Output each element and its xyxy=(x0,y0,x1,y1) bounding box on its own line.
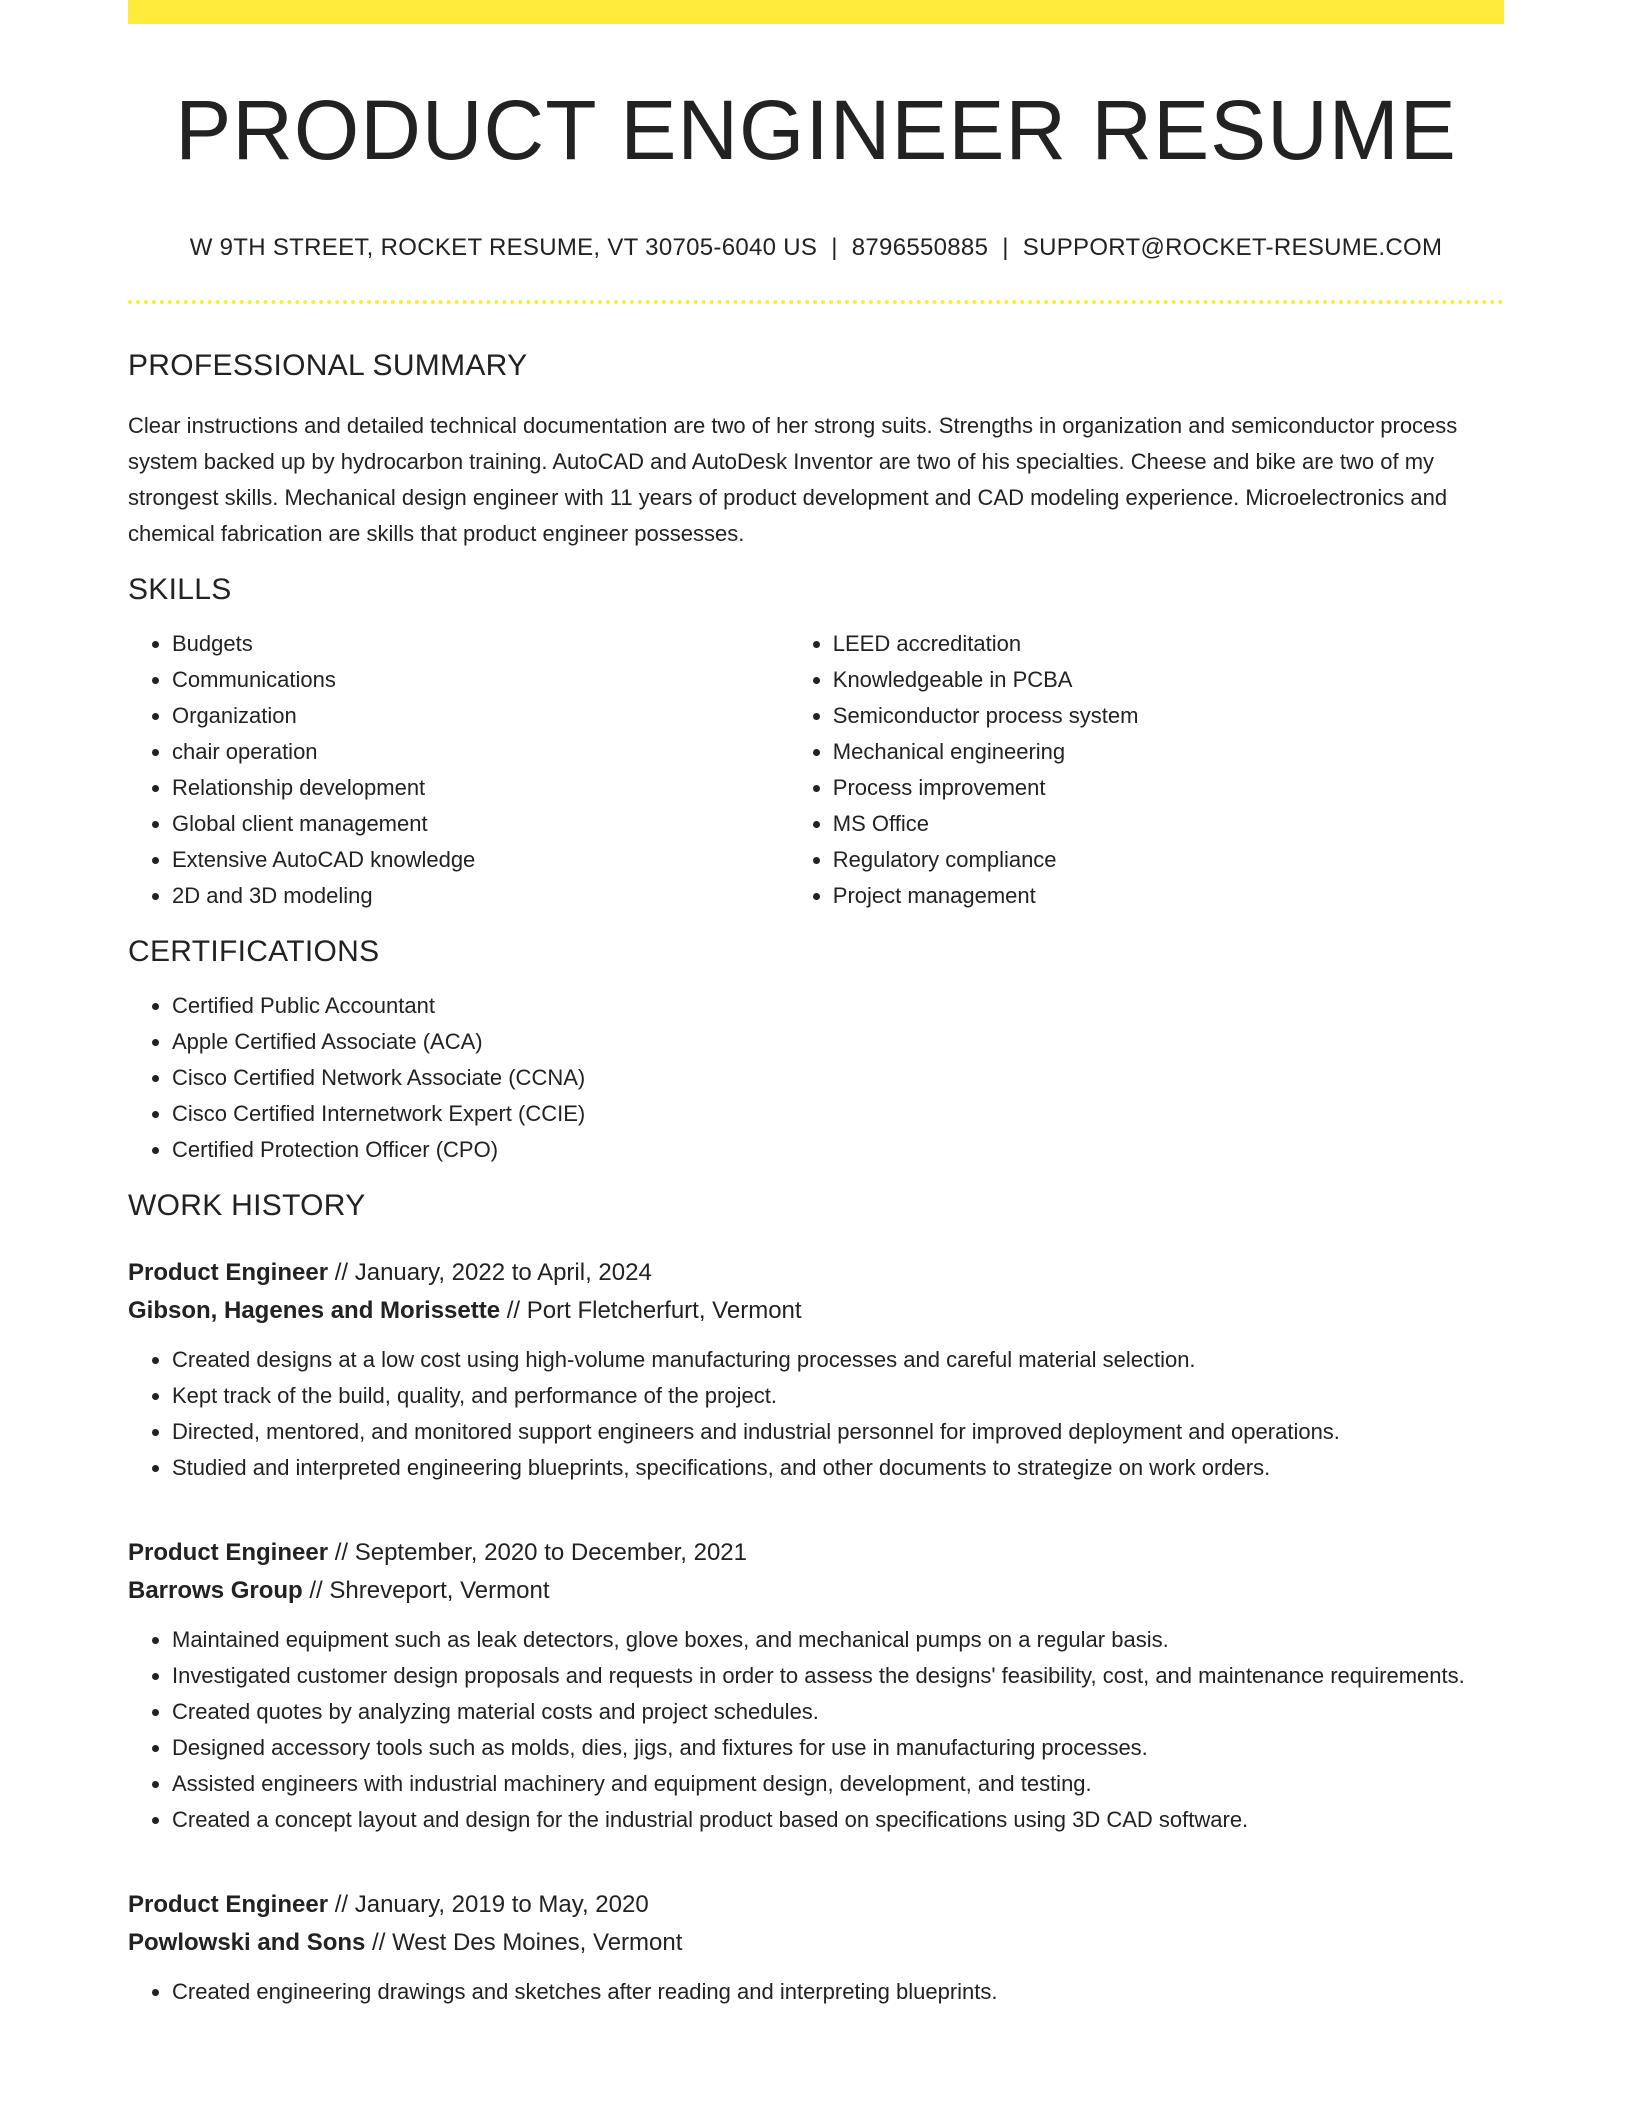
job-delimiter: // xyxy=(372,1929,386,1957)
job-bullets xyxy=(128,1342,1504,1486)
job-delimiter: // xyxy=(309,1577,323,1605)
skill-item: • Project management xyxy=(833,878,1504,914)
skill-item: • LEED accreditation xyxy=(833,626,1504,662)
job-entry xyxy=(128,1254,1504,1486)
skill-item: • Process improvement xyxy=(833,770,1504,806)
certifications-heading: CERTIFICATIONS xyxy=(128,935,380,969)
skills-heading: SKILLS xyxy=(128,573,232,607)
accent-top-bar xyxy=(128,0,1504,24)
certification-item: • Apple Certified Associate (ACA) xyxy=(172,1024,1504,1060)
job-company-line xyxy=(128,1572,1504,1610)
job-location: Port Fletcherfurt, Vermont xyxy=(526,1297,802,1325)
work-history-heading: WORK HISTORY xyxy=(128,1189,366,1223)
skill-item: • chair operation xyxy=(172,734,789,770)
job-title-line xyxy=(128,1534,1504,1572)
job-title-line xyxy=(128,1254,1504,1292)
job-bullet: • Designed accessory tools such as molds, dies, jigs, and fixtures for use in manufacturing processes. xyxy=(172,1730,1504,1766)
summary-heading: PROFESSIONAL SUMMARY xyxy=(128,349,528,383)
job-bullet: • Studied and interpreted engineering blueprints, specifications, and other documents to strategize on work orders. xyxy=(172,1450,1504,1486)
job-company: Gibson, Hagenes and Morissette xyxy=(128,1297,501,1325)
job-dates: September, 2020 to December, 2021 xyxy=(354,1539,747,1567)
job-entry xyxy=(128,1886,1504,2010)
resume-page xyxy=(128,0,1504,2010)
contact-email: SUPPORT@ROCKET-RESUME.COM xyxy=(1022,234,1443,262)
job-bullet: • Created engineering drawings and sketches after reading and interpreting blueprints. xyxy=(172,1974,1504,2010)
resume-title: PRODUCT ENGINEER RESUME xyxy=(175,83,1457,177)
job-company: Barrows Group xyxy=(128,1577,303,1605)
summary-section xyxy=(128,348,1504,552)
skill-item: • Mechanical engineering xyxy=(833,734,1504,770)
skill-item: • Knowledgeable in PCBA xyxy=(833,662,1504,698)
skill-item: • Budgets xyxy=(172,626,789,662)
job-delimiter: // xyxy=(334,1259,349,1287)
skill-item: • Global client management xyxy=(172,806,789,842)
certifications-section xyxy=(128,934,1504,1168)
certification-item: • Certified Public Accountant xyxy=(172,988,1504,1024)
certification-item: • Certified Protection Officer (CPO) xyxy=(172,1132,1504,1168)
contact-line xyxy=(128,234,1504,262)
job-bullet: • Investigated customer design proposals and requests in order to assess the designs' feasibility, cost, and maintenance requirements. xyxy=(172,1658,1504,1694)
skill-item: • Relationship development xyxy=(172,770,789,806)
job-bullet: • Directed, mentored, and monitored support engineers and industrial personnel for improved deployment and operations. xyxy=(172,1414,1504,1450)
skill-item: • Communications xyxy=(172,662,789,698)
job-bullet: • Created quotes by analyzing material costs and project schedules. xyxy=(172,1694,1504,1730)
job-bullets xyxy=(128,1622,1504,1838)
job-title: Product Engineer xyxy=(128,1891,329,1919)
skills-section xyxy=(128,572,1504,914)
job-bullet: • Assisted engineers with industrial machinery and equipment design, development, and testing. xyxy=(172,1766,1504,1802)
work-history-section xyxy=(128,1188,1504,2010)
job-location: Shreveport, Vermont xyxy=(329,1577,550,1605)
summary-text: Clear instructions and detailed technical documentation are two of her strong suits. Strengths in organization and semiconductor process system backed up by hydrocarbon training. AutoCAD and AutoDesk Inventor are two of his specialties. Cheese and bike are two of my strongest skills. Mechanical design engineer with 11 years of product development and CAD modeling experience. Microelectronics and chemical fabrication are skills that product engineer possesses. xyxy=(128,413,1458,547)
contact-separator: | xyxy=(1002,234,1009,262)
job-location: West Des Moines, Vermont xyxy=(392,1929,683,1957)
job-company: Powlowski and Sons xyxy=(128,1929,366,1957)
job-bullets xyxy=(128,1974,1504,2010)
skills-columns xyxy=(128,626,1504,914)
contact-phone: 8796550885 xyxy=(851,234,989,262)
job-entry xyxy=(128,1534,1504,1838)
job-title-line xyxy=(128,1886,1504,1924)
job-delimiter: // xyxy=(334,1891,349,1919)
skills-list-left xyxy=(128,626,789,914)
skill-item: • MS Office xyxy=(833,806,1504,842)
certification-item: • Cisco Certified Internetwork Expert (CCIE) xyxy=(172,1096,1504,1132)
job-bullet: • Created a concept layout and design for the industrial product based on specifications using 3D CAD software. xyxy=(172,1802,1504,1838)
skill-item: • 2D and 3D modeling xyxy=(172,878,789,914)
job-dates: January, 2019 to May, 2020 xyxy=(354,1891,649,1919)
job-delimiter: // xyxy=(334,1539,349,1567)
job-company-line xyxy=(128,1924,1504,1962)
job-dates: January, 2022 to April, 2024 xyxy=(354,1259,652,1287)
job-bullet: • Created designs at a low cost using high-volume manufacturing processes and careful material selection. xyxy=(172,1342,1504,1378)
skill-item: • Regulatory compliance xyxy=(833,842,1504,878)
skills-list-right xyxy=(789,626,1504,914)
job-delimiter: // xyxy=(506,1297,521,1325)
contact-separator: | xyxy=(831,234,838,262)
certifications-list xyxy=(128,988,1504,1168)
job-title: Product Engineer xyxy=(128,1259,329,1287)
skill-item: • Semiconductor process system xyxy=(833,698,1504,734)
job-bullet: • Kept track of the build, quality, and performance of the project. xyxy=(172,1378,1504,1414)
job-company-line xyxy=(128,1292,1504,1330)
job-title: Product Engineer xyxy=(128,1539,329,1567)
job-bullet: • Maintained equipment such as leak detectors, glove boxes, and mechanical pumps on a regular basis. xyxy=(172,1622,1504,1658)
skill-item: • Extensive AutoCAD knowledge xyxy=(172,842,789,878)
certification-item: • Cisco Certified Network Associate (CCNA) xyxy=(172,1060,1504,1096)
contact-address: W 9TH STREET, ROCKET RESUME, VT 30705-6040 US xyxy=(189,234,818,262)
dotted-divider xyxy=(128,300,1504,304)
skill-item: • Organization xyxy=(172,698,789,734)
